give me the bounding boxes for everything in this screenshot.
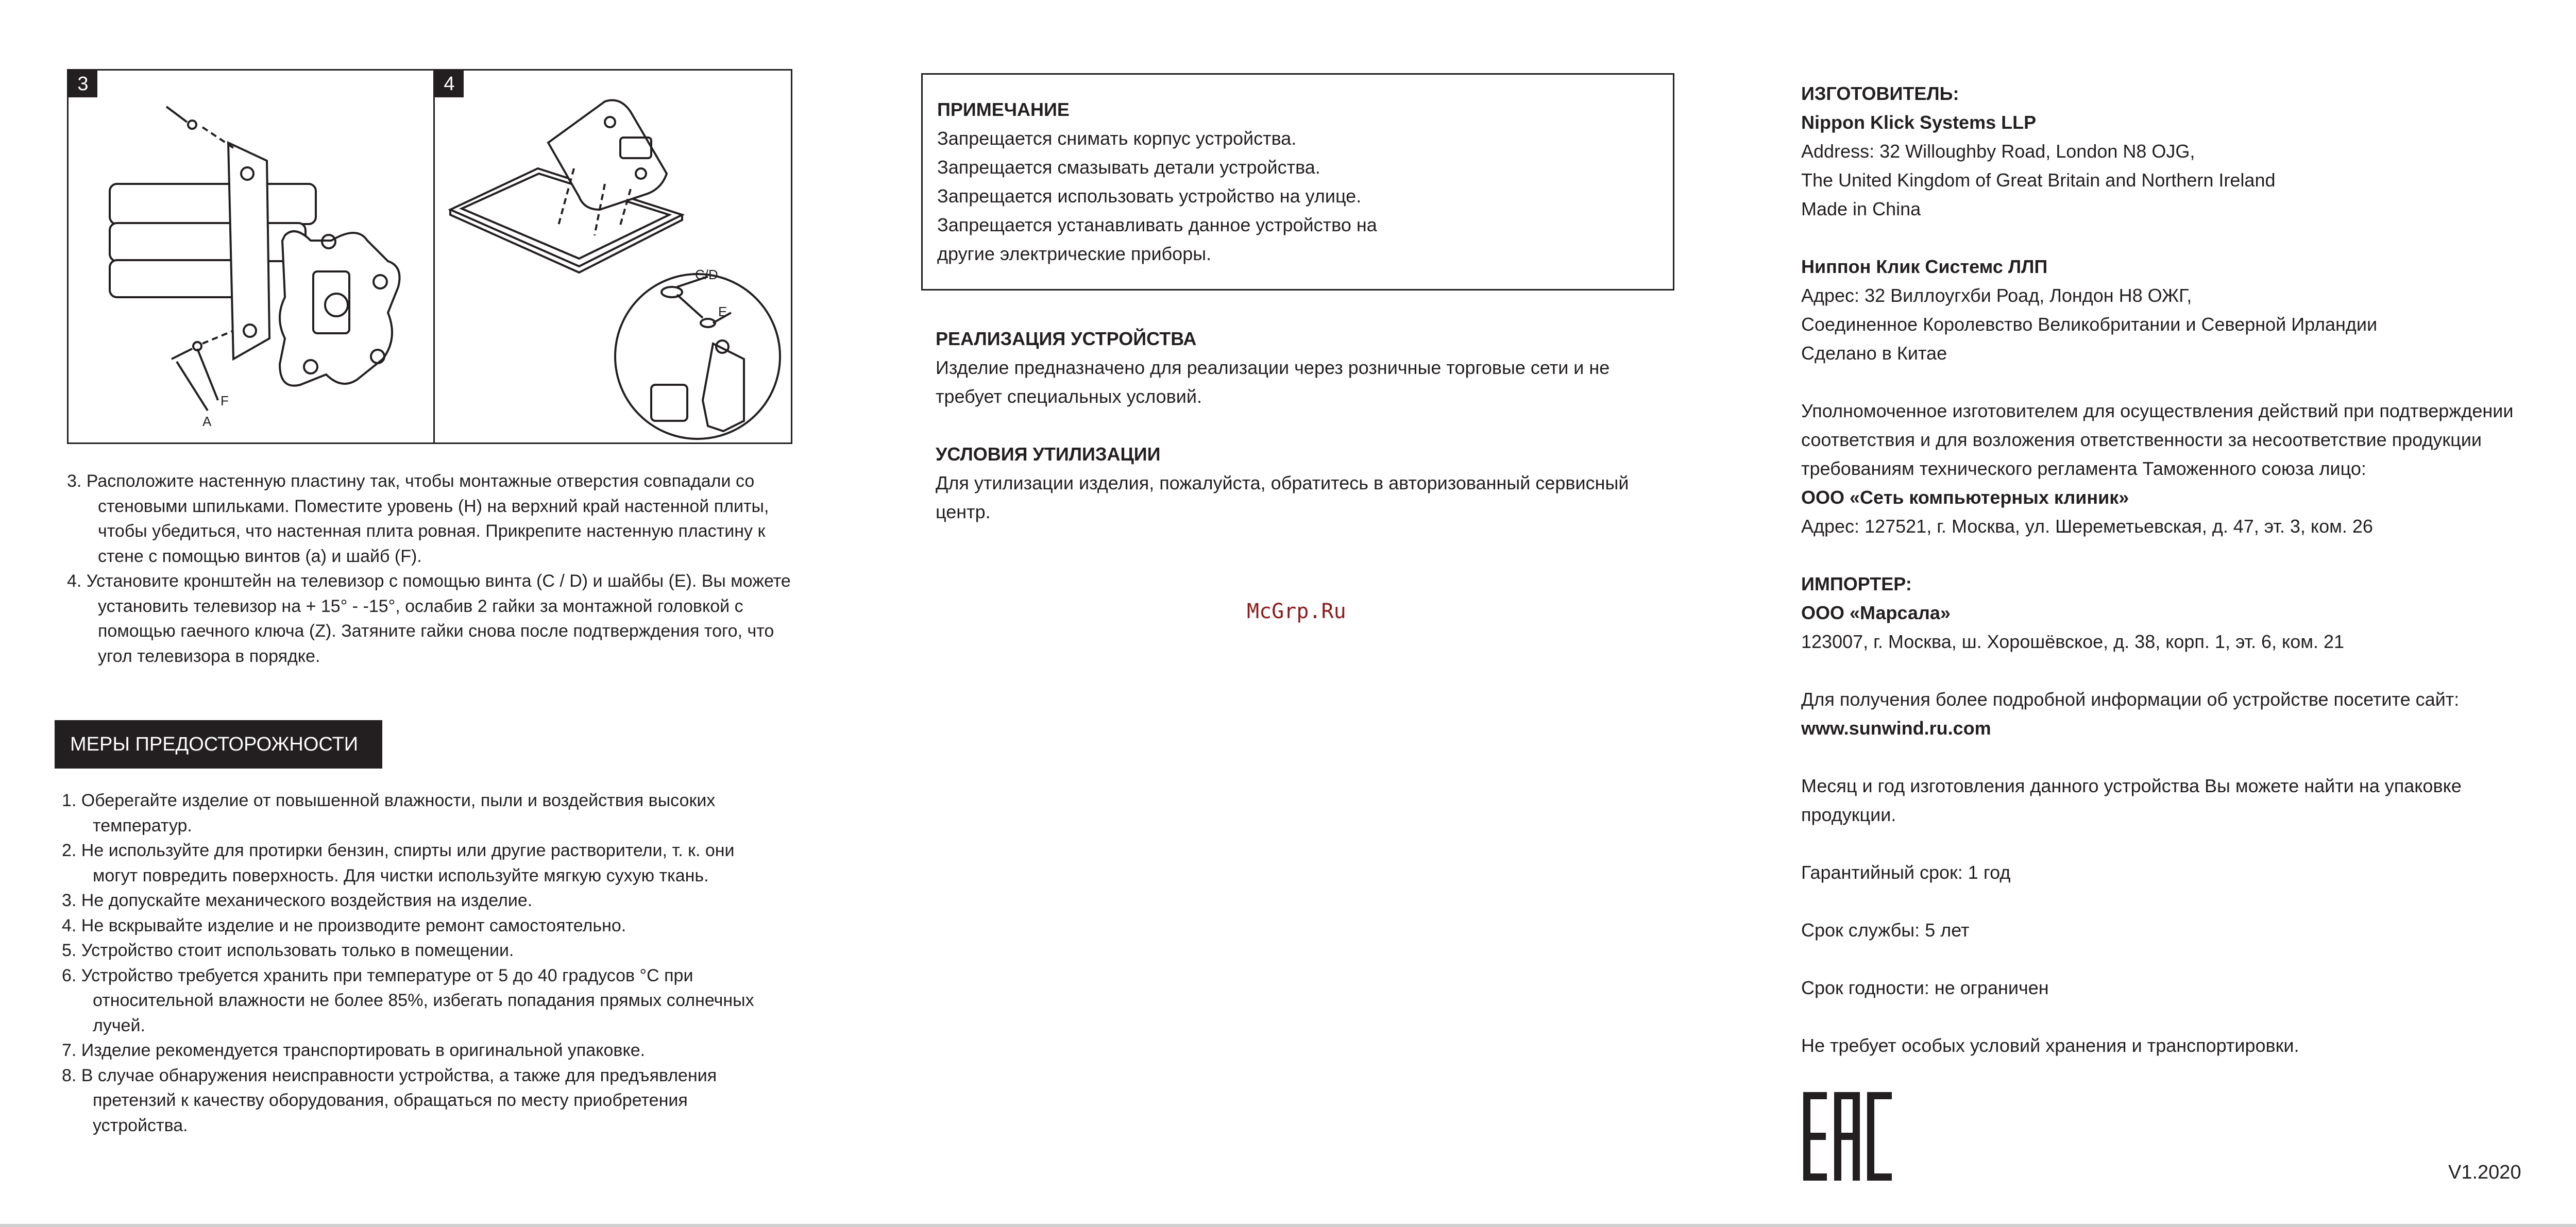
note-line: Запрещается смазывать детали устройства. (937, 157, 1320, 178)
representative-line: Уполномоченное изготовителем для осуществления действий при подтверждении (1801, 400, 2514, 421)
figure-4 (433, 69, 792, 444)
manufacturer-section (1801, 79, 2548, 1060)
list-item: 6. Устройство требуется хранить при температуре от 5 до 40 градусов °C при относительной влажности не более 85%, избегать попадания прямых солнечных лучей. (62, 965, 754, 1035)
representative-address: Адрес: 127521, г. Москва, ул. Шереметьевская, д. 47, эт. 3, ком. 26 (1801, 516, 2373, 537)
figure-4-number: 4 (435, 71, 464, 97)
service-life: Срок службы: 5 лет (1801, 919, 1970, 941)
note-line: Запрещается снимать корпус устройства. (937, 128, 1297, 149)
sale-line: Изделие предназначено для реализации через розничные торговые сети и не (936, 357, 1610, 378)
tv-mount-illustration (435, 71, 791, 442)
list-item: 8. В случае обнаружения неисправности устройства, а также для предъявления претензий к качеству оборудования, обращаться по месту приобретения устройства. (62, 1065, 717, 1135)
note-line: другие электрические приборы. (937, 243, 1212, 264)
production-date-line: продукции. (1801, 804, 1896, 825)
list-item: 7. Изделие рекомендуется транспортировать в оригинальной упаковке. (62, 1041, 646, 1060)
representative-name: ООО «Сеть компьютерных клиник» (1801, 487, 2129, 508)
manufacturer-address-ru: Адрес: 32 Виллоугхби Роад, Лондон Н8 ОЖГ, (1801, 285, 2192, 306)
label-e: E (718, 304, 727, 319)
figure-3 (67, 69, 435, 444)
disposal-section (936, 440, 1657, 526)
importer-name: ООО «Марсала» (1801, 602, 1951, 623)
manufacturer-country-ru: Соединенное Королевство Великобритании и Северной Ирландии (1801, 314, 2378, 335)
list-item: 3. Не допускайте механического воздействия на изделие. (62, 891, 533, 910)
warranty: Гарантийный срок: 1 год (1801, 862, 2011, 883)
watermark: McGrp.Ru (1247, 600, 1346, 623)
note-line: Запрещается использовать устройство на улице. (937, 185, 1362, 207)
precautions-list (62, 788, 773, 1138)
website-link[interactable]: www.sunwind.ru.com (1801, 718, 1991, 739)
disposal-line: центр. (936, 501, 991, 522)
list-item: 2. Не используйте для протирки бензин, спирты или другие растворители, т. к. они могут повредить поверхность. Для чистки используйте мягкую сухую ткань. (62, 841, 735, 885)
manufacturer-made-ru: Сделано в Китае (1801, 343, 1947, 364)
manufacturer-name-ru: Ниппон Клик Системс ЛЛП (1801, 256, 2048, 277)
representative-line: требованиям технического регламента Таможенного союза лицо: (1801, 458, 2366, 479)
note-title: ПРИМЕЧАНИЕ (937, 99, 1070, 120)
production-date-line: Месяц и год изготовления данного устройства Вы можете найти на упаковке (1801, 775, 2462, 796)
note-line: Запрещается устанавливать данное устройство на (937, 214, 1377, 235)
manufacturer-name-en: Nippon Klick Systems LLP (1801, 112, 2037, 133)
wall-plate-illustration (69, 71, 433, 442)
install-step: 3. Расположите настенную пластину так, чтобы монтажные отверстия совпадали со стеновыми шпильками. Поместите уровень (H) на верхний край настенной плиты, чтобы убедиться, что настенная плита ровная. Прикрепите настенную пластину к стене с помощью винтов (a) и шайб (F). (67, 471, 769, 566)
shelf-life: Срок годности: не ограничен (1801, 977, 2049, 998)
install-step: 4. Установите кронштейн на телевизор с помощью винта (C / D) и шайбы (E). Вы можете установить телевизор на + 15° - -15°, ослабив 2 гайки за монтажной головкой с помощью гаечного ключа (Z). Затяните гайки снова после подтверждения того, что угол телевизора в порядке. (67, 571, 791, 666)
manufacturer-address-en: Address: 32 Willoughby Road, London N8 OJG, (1801, 141, 2195, 162)
sale-section (936, 325, 1657, 411)
manufacturer-made-en: Made in China (1801, 198, 1921, 219)
list-item: 5. Устройство стоит использовать только в помещении. (62, 941, 514, 960)
representative-line: соответствия и для возложения ответственности за несоответствие продукции (1801, 429, 2482, 450)
install-steps (67, 469, 799, 669)
sale-line: требует специальных условий. (936, 386, 1202, 407)
version-label: V1.2020 (2448, 1162, 2521, 1183)
sale-title: РЕАЛИЗАЦИЯ УСТРОЙСТВА (936, 328, 1197, 349)
storage: Не требует особых условий хранения и транспортировки. (1801, 1035, 2299, 1056)
list-item: 4. Не вскрывайте изделие и не производите ремонт самостоятельно. (62, 915, 626, 935)
disposal-line: Для утилизации изделия, пожалуйста, обратитесь в авторизованный сервисный (936, 472, 1629, 493)
website-text: Для получения более подробной информации об устройстве посетите сайт: (1801, 689, 2460, 710)
label-f: F (221, 393, 229, 408)
disposal-title: УСЛОВИЯ УТИЛИЗАЦИИ (936, 444, 1161, 465)
manufacturer-title: ИЗГОТОВИТЕЛЬ: (1801, 83, 1959, 104)
importer-address: 123007, г. Москва, ш. Хорошёвское, д. 38, корп. 1, эт. 6, ком. 21 (1801, 631, 2345, 652)
manufacturer-country-en: The United Kingdom of Great Britain and Northern Ireland (1801, 169, 2276, 191)
list-item: 1. Оберегайте изделие от повышенной влажности, пыли и воздействия высоких температур. (62, 791, 716, 836)
figure-3-number: 3 (69, 71, 97, 97)
importer-title: ИМПОРТЕР: (1801, 573, 1912, 594)
eac-logo (1803, 1092, 1892, 1181)
bottom-divider (0, 1224, 2576, 1227)
precautions-heading: МЕРЫ ПРЕДОСТОРОЖНОСТИ (55, 720, 382, 769)
label-cd: C/D (695, 267, 718, 282)
label-a: A (202, 414, 212, 429)
note-box (921, 73, 1674, 291)
